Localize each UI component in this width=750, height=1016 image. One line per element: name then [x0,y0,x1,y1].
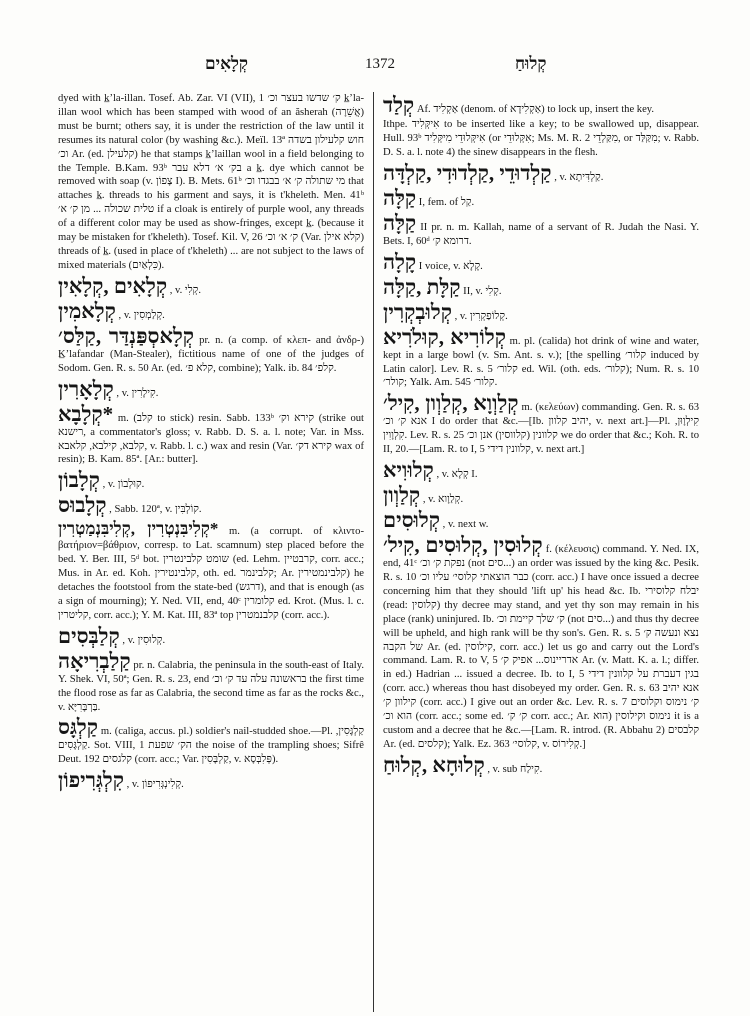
entry [383,509,699,532]
entry [383,459,699,482]
entry-headword: קִלְגְּרִיפוֹן [58,768,124,793]
entry-text: , Sabb. 120ª, v. קוֹלְבִּין. [109,504,202,516]
entry-text: m. (κελεύων) commanding. Gen. R. s. 63 אנא ק׳ וכ׳ I do order that &c.—[Ib. יהיב קלוון, v. next art.]—Pl. קִילְוָוּן, קִלְוָוִין. Lev. R. s. 25 קלוונין (קלווסין) אנן וכ׳ we do order that &c.; Koh. R. to II, 20.—[Lam. R. to I, 5 קלוונין דידי, v. next art.] [383,402,700,456]
entry-headword: קְלָאָרִין [58,376,114,401]
entry-headword: קַלָּת ,קַלָּה [383,274,461,299]
entry-text: , v. קְלִי. [169,284,201,296]
entry-headword: קַלָּה [383,210,417,235]
running-head-right: קְלוּחַ [515,54,547,73]
entry [58,769,364,792]
entry [383,392,699,457]
entry-text: Af. אַקְלִיד (denom. of אַקְלִידָא) to lock up, insert the key. [416,104,655,115]
entry-headword: קְלָאמִין [58,298,116,323]
entry [58,519,364,622]
entry-subsection: Ithpe. אִיקְּלִיד to be inserted like a key; to be swallowed up, disappear. Hull. 93ᵇ אִיקְּלוּדֵי מִיקְּלִיד (or אִקְּלוּדֵי; Ms. M. R. 2 מִקַּלְדֵי, or מִקַּלַּד; v. Rabb. D. S. a. l. note 4) the sinew disappears in the flesh. [383,119,699,158]
entry-text: pr. n. Calabria, the peninsula in the south-east of Italy. Y. Shek. VI, 50ª; Gen. R. s. 23, end בראשונה עלה עד ק׳ וכ׳ the first time the flood rose as far as Calabria, the second time as far as the rocks &c., v. בַּרְבָּרִיָּא. [58,659,364,713]
column-divider [373,92,374,1012]
entry-text: , v. קְלוּסִין. [122,634,166,646]
entry [383,484,699,507]
entry [383,212,699,249]
page-number: 1372 [365,56,395,72]
entry-text: , v. next w. [442,519,489,531]
entry-headword: *קְלִיבִּנְטְרִין ,קְלִיבִּנְמַטְרִין [58,519,219,539]
running-head-left: קְלָאִים [205,54,249,73]
entry [58,325,364,376]
entry [58,403,364,468]
entry-text: m. (caliga, accus. pl.) soldier's nail-studded shoe.—Pl. קַלְגָּסִין, קַלְגָּסִים. Sot. VIII, 1 הק׳ שפעת the noise of the trampling shoes; Sifrê Deut. 192 קלגסים (corr. acc.; Var. קַלְבָּסִין, v. פְּלִבְּסָא). [58,726,364,766]
entry-headword: קַלַבְרִיאָה [58,648,131,673]
entry [383,187,699,210]
entry-headword: קְלוֹרִיא ,קוּלֹרִיא [383,324,506,349]
entry-text: m. (a corrupt. of κλιντο-βατήριον=βάθριον, corresp. to Lat. scamnum) step placed before the bed. Y. Ber. III, 5ᵈ bot. שומט קלבינטרין (ed. Lehm. קרבטיין, corr. acc.; Mus. in Ar. ed. Koh. קלבינטירין, oth. ed. קלבינמר; Ar. קלבינמטירין) he detaches the footstool from the state-bed (דרגש), and that is enough (as a sign of mourning); Y. Ned. VII, end, 40ᶜ קלומרין ed. Krot. (Mus. l. c. קליטרין, corr. acc.); Y. M. Kat. III, 83ª top קלבנמטרין (corr. acc.). [58,526,365,621]
entry [383,326,699,391]
entry-headword: *קְלָבָא [58,401,114,426]
continued-entry-text: dyed with k̲ʼla-illan. Tosef. Ab. Zar. VI (VII), 1 ק׳ שדשו בעצר וכ׳ k̲ʼla-illan wool which has been stamped with wood of an ăsherah (אֲשֵׁרָה) must be burnt; others say, it is under the restriction of the law until it resumes its natural color (by washing &c.). Meïl. 13ª חוש קלעילון בשדה וכ׳ Ar. (ed. קלעילן) he that stamps k̲ʼlaillan wool in a field belonging to the Temple. B.Kam. 93ᵇ בק׳ א׳ דלא עבר a k̲. dye which cannot be removed with soap (v. צָפוֹן I). B. Mets. 61ᵇ מי שתולה ק׳ א׳ בבגדו וכ׳ that attaches k̲. threads to his garment and says, it is t'kheleth. Men. 41ᵇ טלית שכולה ... מן ק׳ א׳ if a cloak is entirely of purple wool, any threads of a different color may be used as show-fringes, except k̲. (because it may be mistaken for t'kheleth). Tosef. Kil. V, 26 ק׳ א׳ וכ׳ (Var. קלא אילן) threads of k̲. (used in place of t'kheleth) ... are not subject to the laws of mixed materials (כִּלְאַיִם). [58,93,365,271]
entry [58,469,364,492]
entry-text: , v. sub קִילַח. [487,763,543,775]
entry [58,650,364,715]
entry-headword: קְלַבְּסִים [58,623,120,648]
entry-headword: קְלוּסִין ,קְלוּסִים ,קִיל׳ [383,533,543,558]
entry-text: , v. קוּלְבוֹן. [102,479,145,491]
entry-headword: קְלַד [383,93,415,117]
entry-text: , v. קְלִינְגְּרִיפוֹן. [126,779,184,791]
entry-headword: קָלָה [383,249,417,274]
entry [383,534,699,752]
entry [58,275,364,298]
entry-text: II, v. קְלִי. [463,285,502,297]
entry-text: , v. קְלַמְסִין. [118,309,165,321]
entry [383,754,699,777]
entry-headword: קְלָבוֹן [58,468,100,493]
entry-headword: קְלָאִים ,קְלָאִין [58,273,168,298]
right-column [383,92,699,778]
entry [58,300,364,323]
entry [383,94,699,117]
entry-headword: קְלָאסְפַּנְדַּר ,קַלַּס׳ [58,323,195,348]
entry-headword: קַלְדוּדֵי ,קַלְדוּדִי ,קַלְדָּה [383,160,552,185]
entry-headword: קְלוּחָא ,קְלוּחַ [383,752,485,777]
entry-headword: קְלַוְוָא ,קְלַוְון ,קִיל׳ [383,391,519,416]
entry-text: I voice, v. קָלָא. [418,260,483,272]
entry [383,251,699,274]
entry-headword: קַלְגָּס [58,715,98,740]
entry-text: I, fem. of קַל. [418,196,475,208]
entry [383,301,699,324]
entry-headword: קְלַוְון [383,483,421,508]
entry-headword: קְלוּסִים [383,508,440,533]
left-column [58,92,364,793]
entry-text: pr. n. (a comp. of κλεπ- and ἀνδρ-) K̲ʼlafandar (Man-Stealer), fictitious name of one of the judges of Sodom. Gen. R. s. 50 Ar. (ed. קלא פ׳, combine); Yalk. ib. 84 קלפ׳. [58,334,364,374]
entry-text: , v. קַלְדִּיתָא. [554,171,604,183]
entry [383,276,699,299]
entry-text: f. (κέλευσις) command. Y. Ned. IX, end, 41ᶜ נפקת ק׳ וכ׳ (not סים...) an order was issued by the king &c. Pesik. R. s. 10 כבר הוצאתי קלוסי׳ עליו וכ׳ (corr. acc.) I have once issued a decree concerning him that they should 'lift up' his head &c. Ib. יבלח קלוסירי (read: קלוסין) thy decree may stand, and yet thy son may remain in his place (rank) uninjured. Ib. ק׳ שלך קיימת וכ׳ (not סים...) and thus thy decree will be upheld, and high rank will be thy son's. Gen. R. s. 5 נצא ונעשה ק׳ של הקבה Ar. (ed. קילוסין, corr. acc.) let us go and carry out the Lord's command. Lam. R. to V, 5 אדריינוס... אפיק ק׳ Ar. (v. Matt. K. a. l.; differ. in ed.) Hadrian ... issued a decree. Ib. to I, 5 בגין דעברת על קלוונין דידי (corr. acc.) whereas thou hast disobeyed my order. Gen. R. s. 63 אנא יהיב קילוון ק׳ (corr. acc.) I give out an order &c. Lev. R. s. 7 ק׳ נימוס וקלוסים הוא וכ׳ (corr. acc.; some ed. ק׳ ק׳ corr. acc.; Ar. נימוס וקילוסין (הוא it is a custom and a decree that he &c.—[Lam. R. introd. (R. Abbahu 2) קלבסים Ar. (ed. קלסים); Yalk. Ez. 363 קלוסי׳, v. קְלִירוֹס.] [383,544,700,750]
entry-text: II pr. n. m. Kallah, name of a servant of R. Judah the Nasi. Y. Bets. I, 60ᵈ דרומא ק׳. [383,221,699,247]
entry-text: , v. קִילָרִין. [116,387,159,399]
entry-headword: קַלָּה [383,185,417,210]
entry [58,494,364,517]
entry-text: m. (קלב to stick) resin. Sabb. 133ᵇ קירא וק׳ (strike out רישנא, a commentator's gloss; v. Rabb. D. S. a. l. note; Var. in Mss. קלבא, קילבא, קלאבא, v. Rabb. l. c.) wax and resin (Var. קירא דק׳ wax of resin); B. Kam. 85ª. [Ar.: butter]. [58,412,364,466]
entry-text: , v. קְלָא I. [436,469,478,481]
entry [58,378,364,401]
entry-text: , v. קְלוֹפַקְרִין. [454,310,508,322]
entry-headword: קְלוּוִיא [383,458,434,483]
entry-text: , v. קְלַוָוא. [422,494,464,506]
entry [58,716,364,767]
entry-headword: קְלָבוּס [58,493,107,518]
entry [383,162,699,185]
entry-text: m. pl. (calida) hot drink of wine and water, kept in a large bowl (v. Sm. Ant. s. v.); [the spelling קלור׳ induced by Latin calor]. Lev. R. s. 5 קלור׳ ed. Wil. (oth. eds. קלור׳); Num. R. s. 10 קולר׳; Yalk. Am. 545 קלור׳. [383,335,700,389]
entry-headword: קְלוּבְקְרִין [383,299,452,324]
entry [58,625,364,648]
